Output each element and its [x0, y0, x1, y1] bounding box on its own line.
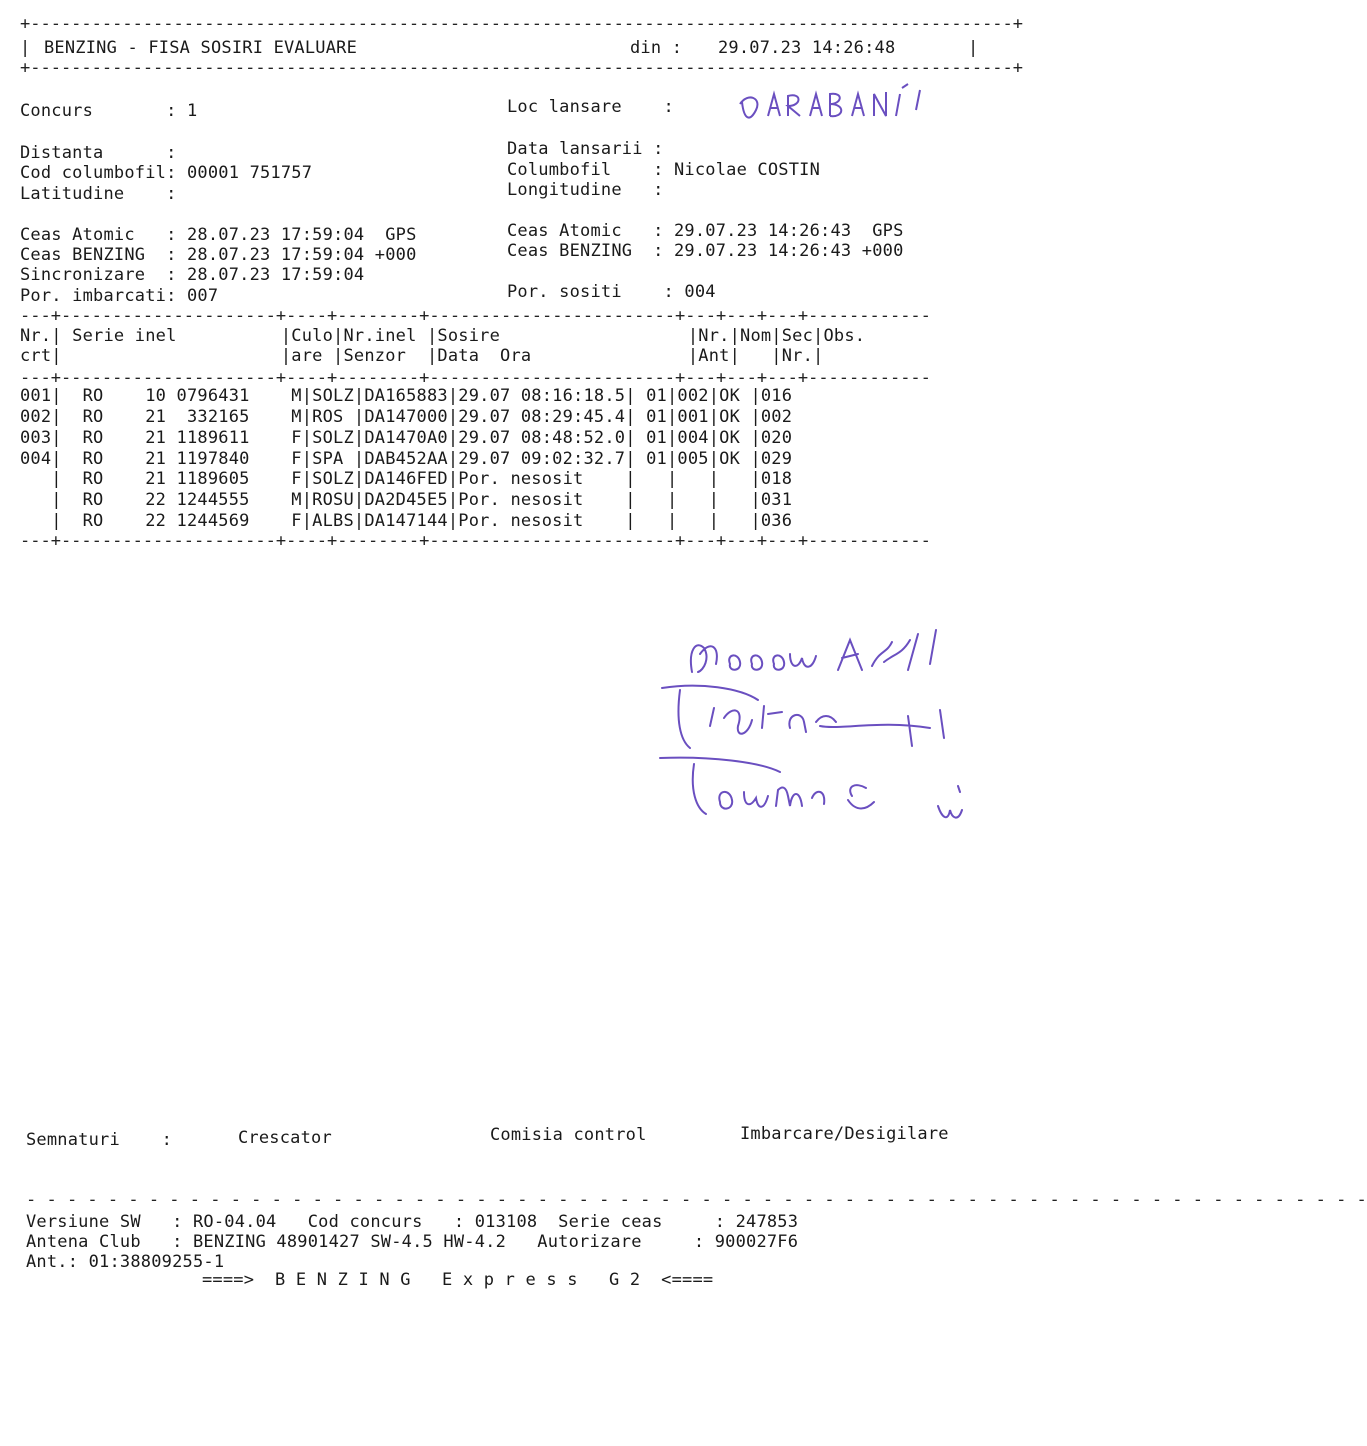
table-header-rule: ---+---------------------+----+--------+------------------------+---+---+---+------------ [20, 368, 931, 388]
handwritten-signatures [640, 610, 1010, 850]
table-header-line2: crt| |are |Senzor |Data Ora |Ant| |Nr.| [20, 346, 824, 366]
table-row: 001| RO 10 0796431 M|SOLZ|DA165883|29.07 08:16:18.5| 01|002|OK |016 [20, 386, 793, 406]
bar-left: | [20, 38, 31, 58]
latitudine-line: Latitudine : [20, 184, 177, 204]
table-row: | RO 21 1189605 F|SOLZ|DA146FED|Por. nesosit | | | |018 [20, 469, 793, 489]
ant-line: Ant.: 01:38809255-1 [26, 1252, 225, 1272]
concurs-line: Concurs : 1 [20, 101, 198, 121]
distanta-line: Distanta : [20, 143, 177, 163]
ceas-benzing-right: Ceas BENZING : 29.07.23 14:26:43 +000 [507, 241, 904, 261]
sincronizare-line: Sincronizare : 28.07.23 17:59:04 [20, 265, 365, 285]
ceas-benzing-left: Ceas BENZING : 28.07.23 17:59:04 +000 [20, 245, 417, 265]
table-bottom-rule: ---+---------------------+----+--------+------------------------+---+---+---+------------ [20, 531, 931, 551]
table-top-rule: ---+---------------------+----+--------+------------------------+---+---+---+------------ [20, 306, 931, 326]
express-line: ====> B E N Z I N G E x p r e s s G 2 <==== [202, 1270, 714, 1290]
por-imbarcati-line: Por. imbarcati: 007 [20, 286, 219, 306]
data-lansarii-line: Data lansarii : [507, 139, 664, 159]
versiune-line: Versiune SW : RO-04.04 Cod concurs : 013108 Serie ceas : 247853 [26, 1212, 799, 1232]
page-title: BENZING - FISA SOSIRI EVALUARE [44, 38, 358, 58]
bar-right: | [968, 38, 979, 58]
table-row: 003| RO 21 1189611 F|SOLZ|DA1470A0|29.07 08:48:52.0| 01|004|OK |020 [20, 428, 793, 448]
loc-lansare-handwriting [728, 80, 948, 130]
table-row: 004| RO 21 1197840 F|SPA |DAB452AA|29.07 09:02:32.7| 01|005|OK |029 [20, 449, 793, 469]
ceas-atomic-right: Ceas Atomic : 29.07.23 14:26:43 GPS [507, 221, 904, 241]
table-row: | RO 22 1244555 M|ROSU|DA2D45E5|Por. nesosit | | | |031 [20, 490, 793, 510]
table-row: 002| RO 21 332165 M|ROS |DA147000|29.07 08:29:45.4| 01|001|OK |002 [20, 407, 793, 427]
loc-lansare-label: Loc lansare : [507, 97, 674, 117]
din-label: din : [630, 38, 683, 58]
header-bottom-rule: +------------------------------------------------------------------------------------------------+ [20, 58, 1024, 78]
crescator-label: Crescator [238, 1128, 332, 1148]
din-value: 29.07.23 14:26:48 [718, 38, 896, 58]
footer-rule: - - - - - - - - - - - - - - - - - - - - - - - - - - - - - - - - - - - - - - - - - - - - - - - - - - - - - - - - - - - - - - - - - - [26, 1190, 1367, 1210]
antena-line: Antena Club : BENZING 48901427 SW-4.5 HW-4.2 Autorizare : 900027F6 [26, 1232, 799, 1252]
header-top-rule: +------------------------------------------------------------------------------------------------+ [20, 14, 1024, 34]
comisia-label: Comisia control [490, 1125, 647, 1145]
imbarcare-label: Imbarcare/Desigilare [740, 1124, 949, 1144]
columbofil-line: Columbofil : Nicolae COSTIN [507, 160, 821, 180]
por-sositi-line: Por. sositi : 004 [507, 282, 716, 302]
cod-columbofil-line: Cod columbofil: 00001 751757 [20, 163, 313, 183]
semnaturi-label: Semnaturi : [26, 1130, 173, 1150]
table-row: | RO 22 1244569 F|ALBS|DA147144|Por. nesosit | | | |036 [20, 511, 793, 531]
longitudine-line: Longitudine : [507, 180, 664, 200]
table-header-line1: Nr.| Serie inel |Culo|Nr.inel |Sosire |Nr.|Nom|Sec|Obs. [20, 326, 866, 346]
ceas-atomic-left: Ceas Atomic : 28.07.23 17:59:04 GPS [20, 225, 417, 245]
